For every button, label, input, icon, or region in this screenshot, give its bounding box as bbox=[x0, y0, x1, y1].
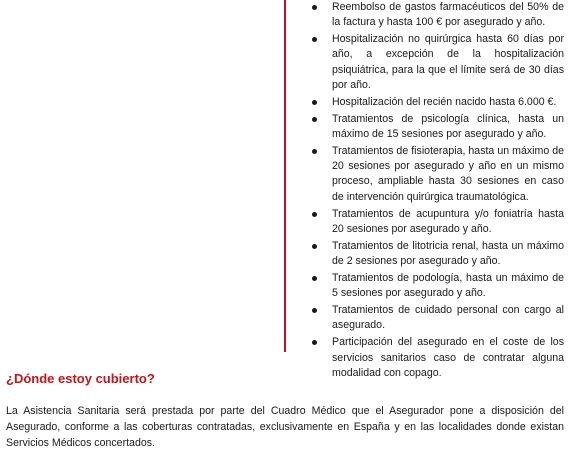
list-item bbox=[312, 271, 564, 301]
list-item bbox=[312, 207, 564, 237]
list-item-text: Tratamientos de litotricia renal, hasta un máximo de 2 sesiones por asegurado y año. bbox=[332, 239, 564, 268]
section-body: La Asistencia Sanitaria será prestada por parte del Cuadro Médico que el Asegurador pone a disposición del Asegurado, conforme a las coberturas contratadas, exclusivamente en España y en las localidades donde existan Servicios Médicos concertados. bbox=[6, 405, 564, 449]
bullet-icon bbox=[312, 5, 317, 10]
list-item bbox=[312, 95, 564, 110]
bullet-icon bbox=[312, 244, 317, 249]
section-heading: ¿Dónde estoy cubierto? bbox=[6, 371, 155, 386]
list-item bbox=[312, 239, 564, 269]
bullet-icon bbox=[312, 340, 317, 345]
list-item-text: Reembolso de gastos farmacéuticos del 50% de la factura y hasta 100 € por asegurado y año. bbox=[332, 1, 564, 29]
column-divider bbox=[284, 0, 286, 352]
list-item-text: Tratamientos de podología, hasta un máximo de 5 sesiones por asegurado y año. bbox=[332, 272, 564, 300]
list-item-text: Participación del asegurado en el coste de los servicios sanitarios caso de contratar alguna modalidad con copago. bbox=[332, 336, 564, 379]
list-item bbox=[312, 32, 564, 93]
list-item bbox=[312, 303, 564, 333]
list-item-text: Tratamientos de psicología clínica, hasta un máximo de 15 sesiones por asegurado y año. bbox=[332, 112, 564, 141]
list-item bbox=[312, 144, 564, 205]
list-item bbox=[312, 0, 564, 30]
list-item-text: Tratamientos de acupuntura y/o foniatría hasta 20 sesiones por asegurado y año. bbox=[332, 207, 564, 235]
list-item-text: Tratamientos de cuidado personal con cargo al asegurado. bbox=[332, 304, 564, 332]
bullet-icon bbox=[312, 100, 317, 105]
bullet-icon bbox=[312, 276, 317, 281]
coverage-list bbox=[312, 0, 564, 383]
bullet-icon bbox=[312, 212, 317, 217]
bullet-icon bbox=[312, 308, 317, 313]
list-item-text: Hospitalización del recién nacido hasta 6.000 €. bbox=[332, 95, 557, 108]
list-item-text: Tratamientos de fisioterapia, hasta un máximo de 20 sesiones por asegurado y año en un mismo proceso, ampliable hasta 30 sesiones en caso de intervención quirúrgica traumatológica. bbox=[332, 145, 564, 203]
list-item bbox=[312, 112, 564, 142]
bullet-icon bbox=[312, 117, 317, 122]
list-item-text: Hospitalización no quirúrgica hasta 60 días por año, a excepción de la hospitalización psiquiátrica, para la que el límite será de 30 días por año. bbox=[332, 33, 564, 91]
list-item bbox=[312, 335, 564, 381]
bullet-icon bbox=[312, 149, 317, 154]
bullet-icon bbox=[312, 37, 317, 42]
